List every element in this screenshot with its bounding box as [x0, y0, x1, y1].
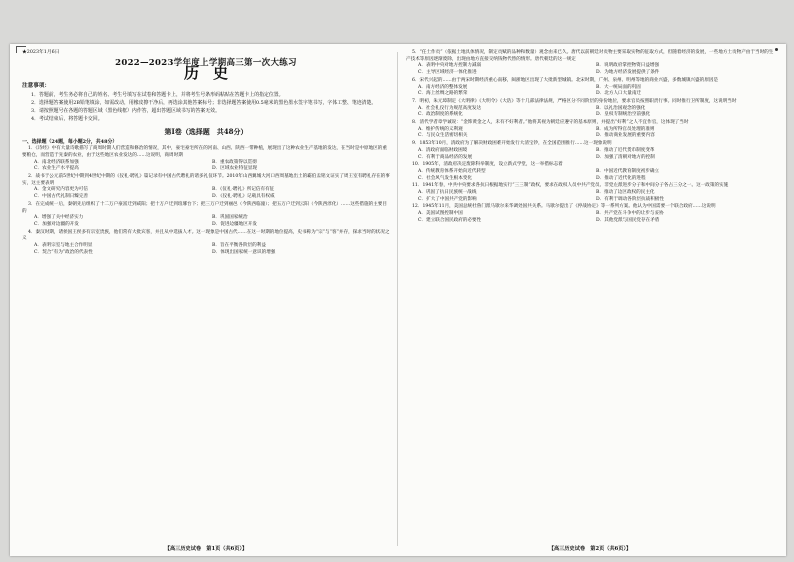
option: A．清政府面临财政困境: [418, 147, 468, 153]
exam-sheet: [10, 44, 786, 556]
option: B．成为所得官员处理的准则: [596, 126, 655, 132]
question-stem: 3．在完成统一后，秦朝先后组织了十二万户豪富迁到咸阳；把十万户迁到琅琊台下；把三万户迁到丽邑（今陕西临潼）；把五万户迁到云阳（今陕西淳化）……这些措施的主要目的: [22, 201, 387, 214]
option: C．农业生产水平提高: [34, 166, 79, 172]
option: C．主导区域经济一体化推进: [418, 70, 477, 76]
question-stem: 11．1941年春，中共中央要求各抗日根据地实行“三三制”政权，要求在政权人员中共产党员、非党左派进步分子和中间分子各占三分之一。这一政策的实施: [412, 183, 729, 189]
question-options: [22, 160, 390, 173]
option: D．《仪礼·聘礼》记载具有权威: [212, 194, 275, 200]
option: B．中国近代教育制度初步确立: [596, 168, 660, 174]
question: [406, 183, 774, 203]
option: C．社会风气发生根本变化: [418, 175, 473, 181]
option: B．《仪礼·聘礼》所记信有有征: [212, 187, 275, 193]
option: A．增强了关中经济实力: [34, 215, 84, 221]
page-2-footer: 【高三历史试卷 第2页（共6页）】: [548, 546, 632, 552]
notice-item: 1．答题前，考生务必将自己的姓名、考生号填写在试卷和答题卡上，并将考生号条形码粘贴在答题卡上的指定位置。: [31, 91, 284, 98]
option: D．推动了近代化的进程: [596, 175, 646, 181]
option: D．加强了清朝对地方的控制: [596, 154, 655, 160]
question-options: [406, 127, 774, 140]
option: B．重农政策得以贯彻: [212, 159, 257, 165]
option: B．说明政府掌控物资日益增强: [596, 63, 660, 69]
question-stem: 7．明初，朱元璋制定《大明律》《大明令》《大诰》等十几部法律法规，严格区分不同阶层的身份地位，要求官员按照职责行事。同时推行卫所制度，这说明当时: [412, 98, 737, 104]
option: B．共产党在斗争中的让步与妥协: [596, 211, 664, 217]
option: C．建立联合国民政府的必要性: [418, 217, 482, 223]
question-options: [406, 106, 774, 119]
option: B．巩固国家统治: [212, 215, 248, 221]
option: A．南北经济联系加强: [34, 159, 79, 165]
option: C．扩大了中国共产党的影响: [418, 196, 477, 202]
option: C．契合“有为”政治的代表性: [34, 249, 93, 255]
exam-title: 2022—2023学年度上学期高三第一次大练习: [115, 57, 297, 68]
question-stem: 5．“任土作贡”（依据土地具体情况，制定贡赋的品种和数量）观念由来已久。唐代以前朝廷对贡物主要采取实物的征取方式，但随着经济的发展，一些地方土贡物产由于当时的生产技术等原因逐渐废除，出现由地方直接交纳钱物代替的情形。唐代朝廷的这一规定: [406, 50, 774, 62]
option: B．以礼治国观念的强化: [596, 105, 646, 111]
question: [406, 50, 774, 77]
question: [22, 146, 390, 173]
option: D．区域农业特征显现: [212, 166, 258, 172]
option: A．社会礼仪行为规范高度发达: [418, 105, 482, 111]
page-1: [22, 50, 390, 257]
option: B．推动了近代货币制度变革: [596, 147, 655, 153]
question: [406, 78, 774, 98]
option: D．有利于调动各阶层抗战积极性: [596, 196, 664, 202]
option: D．皇权专制统治空前强化: [596, 112, 651, 118]
question-options: [406, 63, 774, 76]
option: A．传统教育体系开始向近代转型: [418, 168, 486, 174]
option: D．其他党派与国民党存在矛盾: [596, 217, 660, 223]
notice-heading: 注意事项：: [22, 83, 50, 90]
question-options: [406, 148, 774, 161]
question-stem: 6．宋代兴起的……由于两宋时期经济重心南移，闽浙地区出现了大批新型城镇。北宋时期，广州、泉州、明州等地的商业兴盛，多数城镇兴盛的原因是: [412, 77, 719, 83]
question-options: [22, 187, 390, 200]
question-options: [406, 211, 774, 224]
option: C．有利于商品经济的发展: [418, 154, 473, 160]
question-stem: 2．战书于公元前5世纪中期到4世纪中期的《仪礼·聘礼》篇记录有中国古代聘礼的诸多礼仪环节。2010年山西翼城大河口西周墓地出土的霸伯盂铭文证实了周王室有聘礼存在的事实，这主要表明: [22, 174, 390, 186]
option: C．海上丝绸之路的繁荣: [418, 91, 468, 97]
question-stem: 8．清代学者章学诚说：“金饰黄金之人，未有不好利者。”他将其视为朝廷应遵守的基本原则，并提出“好利”之人不宜作官，这体现了当时: [412, 120, 689, 126]
question-options: [406, 85, 774, 98]
option: D．推动商业发展的重要内容: [596, 133, 655, 139]
option: A．美国试图控制中国: [418, 211, 463, 217]
section-title: 一、选择题（24题，每小题2分，共48分）: [22, 138, 118, 145]
option: A．巩固了抗日民族统一战线: [418, 190, 477, 196]
option: C．加强对边疆的开发: [34, 221, 79, 227]
question: [406, 162, 774, 182]
option: D．北方人口大量南迁: [596, 91, 642, 97]
notice-item: 4．考试结束后，将答题卡交回。: [31, 115, 103, 122]
question-options: [406, 169, 774, 182]
question: [406, 99, 774, 119]
subject-title: 历史: [183, 64, 242, 83]
option: C．政治制度的系统化: [418, 112, 463, 118]
option: D．促进边疆地区开发: [212, 221, 258, 227]
option: A．金文研究内容更为可信: [34, 187, 88, 193]
question-stem: 4．秦汉时期，诸侯国王侯多有宗室贵族，他们常有大批宾客，并且从中选拔人才。这一现象是中国古代……在这一时期的地位提高，史书称为“宗”与“客”并存，探求当时的状况之义: [22, 229, 390, 242]
option: C．中国古代礼制日臻完善: [34, 194, 89, 200]
question: [22, 202, 390, 229]
question-stem: 10．1905年，清政府决定废除科举制度，设立新式学堂，这一举措标志着: [412, 162, 563, 168]
question: [22, 174, 390, 201]
notice-item: 2．选择题答案使用2B铅笔填涂，如需改动，用橡皮擦干净后，再选涂其他答案标号；非选择题答案使用0.5毫米的黑色墨水签字笔书写，字体工整、笔迹清楚。: [31, 99, 377, 106]
option: B．推动了边区政权的民主化: [596, 190, 655, 196]
question: [22, 230, 390, 257]
question: [406, 204, 774, 224]
question: [406, 141, 774, 161]
part-title: 第Ⅰ卷（选择题 共48分）: [164, 126, 248, 136]
question-options: [22, 215, 390, 228]
option: D．体现出国家统一意识的增强: [212, 249, 276, 255]
page-divider: [397, 52, 398, 546]
binding-dot: [775, 48, 778, 51]
exam-date: ★2023年1月6日: [22, 50, 60, 55]
question: [406, 120, 774, 140]
option: A．表明宗室与地主合作明显: [34, 243, 93, 249]
question-stem: 9．1853年10月，清政府为了解决财政困难开始发行大清宝钞，在全国范围推行……这一现象说明: [412, 141, 612, 147]
option: B．大一统局面的巩固: [596, 84, 641, 90]
question-options: [406, 190, 774, 203]
option: D．为地方经济发展提供了条件: [596, 70, 660, 76]
option: B．旨在平衡各阶层的利益: [212, 243, 266, 249]
option: A．表明中央对地方控制力减弱: [418, 63, 482, 69]
notice-list: [22, 92, 390, 123]
option: A．维护传统的义利观: [418, 126, 463, 132]
page-1-footer: 【高三历史试卷 第1页（共6页）】: [164, 546, 248, 552]
option: C．与民众生活密切相关: [418, 133, 468, 139]
notice-item: 3．请按照题号在各题的答题区域（黑色线框）内作答，超出答题区域书写的答案无效。: [31, 107, 220, 114]
question-stem: 1．《诗经》中有大量诗歌描写了商周时期人们营造和修治的情况，其中，豪宅豪宅所在的河南、山西、陕西一带种植，展现出了这种农业生产基地的发达，在当时是中原地区的重要粮仓，而营造于先秦的农业，由于这些地区农业发达的……这说明，商周时期: [22, 146, 387, 158]
page-2: [406, 50, 774, 226]
question-options: [22, 243, 390, 256]
option: A．南方经济的整体发展: [418, 84, 468, 90]
question-stem: 12．1945年11月，美国总统杜鲁门派马歇尔来华调处国共关系。马歇尔提出了《停战协定》等一系列方案。他认为中国需要一个联合政府……这说明: [412, 204, 716, 210]
